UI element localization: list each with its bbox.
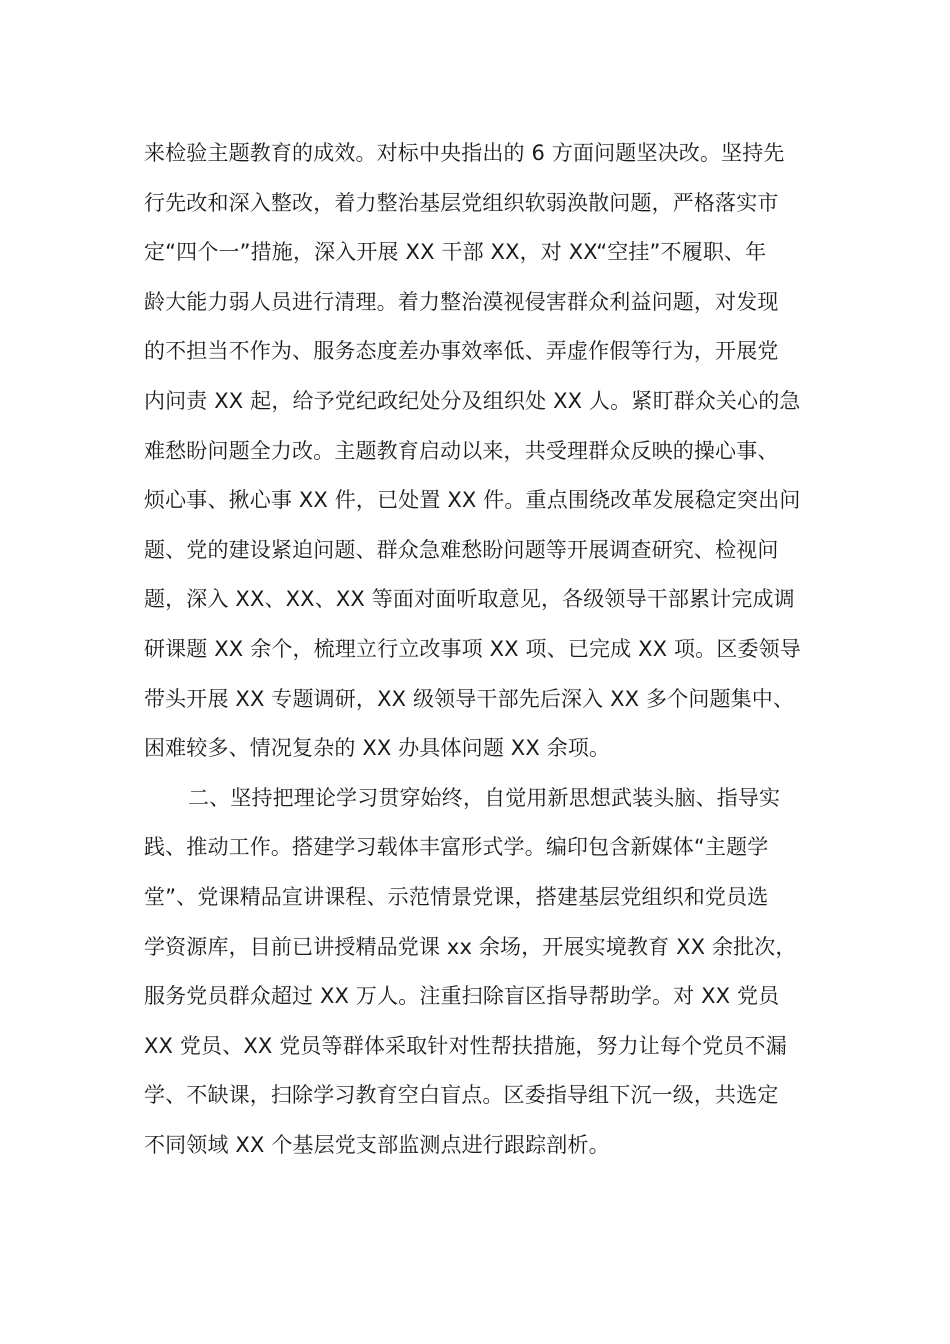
paragraph-line: 定“四个一”措施，深入开展 XX 干部 XX，对 XX“空挂”不履职、年	[144, 240, 767, 265]
paragraph-line: 二、坚持把理论学习贯穿始终，自觉用新思想武装头脑、指导实	[188, 785, 781, 810]
paragraph-line: 龄大能力弱人员进行清理。着力整治漠视侵害群众利益问题，对发现	[144, 289, 779, 314]
paragraph-2	[144, 774, 816, 1171]
paragraph-line: 践、推动工作。搭建学习载体丰富形式学。编印包含新媒体“主题学	[144, 835, 769, 860]
paragraph-line: 题，深入 XX、XX、XX 等面对面听取意见，各级领导干部累计完成调	[144, 587, 795, 612]
paragraph-line: 学、不缺课，扫除学习教育空白盲点。区委指导组下沉一级，共选定	[144, 1083, 779, 1108]
document-body	[144, 129, 816, 1170]
paragraph-line: 内问责 XX 起，给予党纪政纪处分及组织处 XX 人。紧盯群众关心的急	[144, 388, 801, 413]
paragraph-line: 带头开展 XX 专题调研，XX 级领导干部先后深入 XX 多个问题集中、	[144, 686, 795, 711]
paragraph-line: 学资源库，目前已讲授精品党课 xx 余场，开展实境教育 XX 余批次，	[144, 934, 797, 959]
paragraph-line: 题、党的建设紧迫问题、群众急难愁盼问题等开展调查研究、检视问	[144, 537, 779, 562]
paragraph-line: 来检验主题教育的成效。对标中央指出的 6 方面问题坚决改。坚持先	[144, 141, 785, 165]
paragraph-line: 堂”、党课精品宣讲课程、示范情景党课，搭建基层党组织和党员选	[144, 884, 769, 909]
paragraph-line: 研课题 XX 余个，梳理立行立改事项 XX 项、已完成 XX 项。区委领导	[144, 636, 801, 661]
paragraph-line: XX 党员、XX 党员等群体采取针对性帮扶措施，努力让每个党员不漏	[144, 1033, 787, 1058]
paragraph-line: 不同领域 XX 个基层党支部监测点进行跟踪剖析。	[144, 1132, 610, 1157]
paragraph-line: 行先改和深入整改，着力整治基层党组织软弱涣散问题，严格落实市	[144, 190, 779, 215]
paragraph-line: 服务党员群众超过 XX 万人。注重扫除盲区指导帮助学。对 XX 党员	[144, 984, 780, 1009]
paragraph-1	[144, 129, 816, 774]
paragraph-line: 的不担当不作为、服务态度差办事效率低、弄虚作假等行为，开展党	[144, 339, 779, 364]
paragraph-line: 烦心事、揪心事 XX 件，已处置 XX 件。重点围绕改革发展稳定突出问	[144, 488, 801, 513]
paragraph-line: 困难较多、情况复杂的 XX 办具体问题 XX 余项。	[144, 736, 611, 761]
paragraph-line: 难愁盼问题全力改。主题教育启动以来，共受理群众反映的操心事、	[144, 438, 779, 463]
